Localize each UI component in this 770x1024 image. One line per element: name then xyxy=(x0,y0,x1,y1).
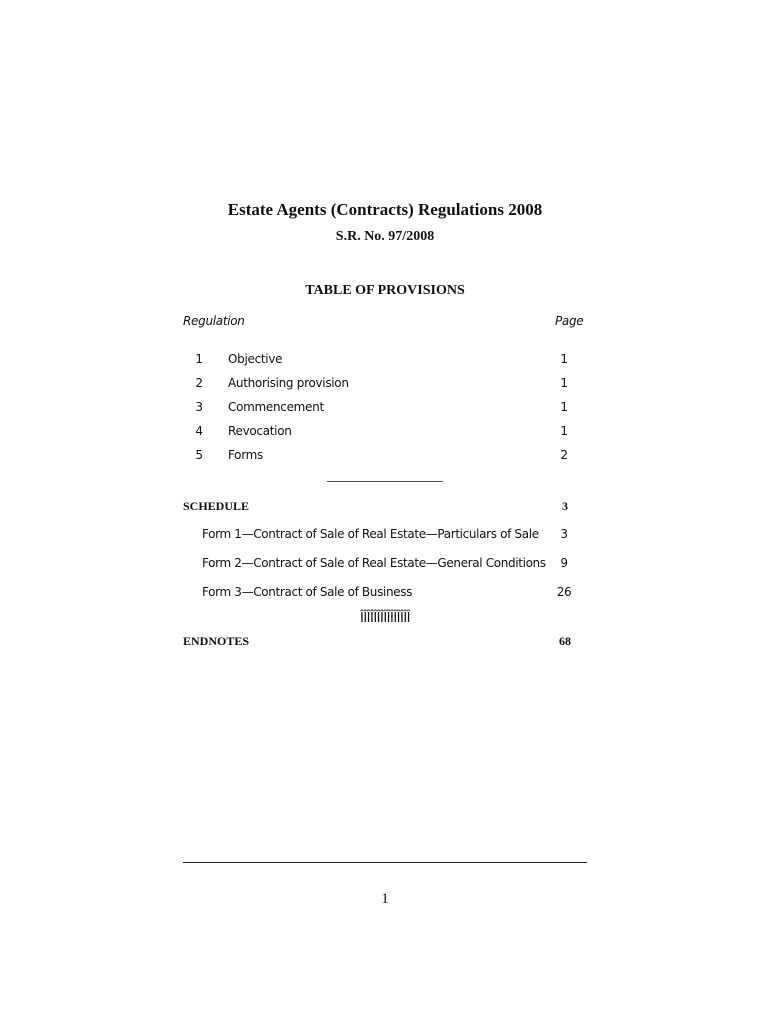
footer-rule xyxy=(183,862,587,863)
schedule-label: SCHEDULE xyxy=(183,499,250,513)
section-divider xyxy=(327,481,443,482)
toc-row-regulation[interactable] xyxy=(0,400,770,416)
regulation-title: Forms xyxy=(228,448,263,462)
endnotes-page: 68 xyxy=(559,634,571,648)
document-subtitle: S.R. No. 97/2008 xyxy=(335,229,435,244)
ornament-divider: ÎÎÎÎÎÎÎÎÎÎÎÎÎÎÎ xyxy=(359,611,410,626)
toc-row-form[interactable] xyxy=(0,527,770,543)
toc-row-form[interactable] xyxy=(0,585,770,601)
form-title: Form 2—Contract of Sale of Real Estate—General Conditions xyxy=(202,556,546,570)
regulation-title: Objective xyxy=(228,352,283,366)
form-page: 3 xyxy=(560,527,568,541)
form-title: Form 1—Contract of Sale of Real Estate—Particulars of Sale xyxy=(202,527,539,541)
form-page: 9 xyxy=(560,556,568,570)
toc-row-regulation[interactable] xyxy=(0,424,770,440)
toc-heading: TABLE OF PROVISIONS xyxy=(305,283,465,298)
regulation-page: 1 xyxy=(560,376,568,390)
column-label-page: Page xyxy=(555,314,584,328)
regulation-page: 1 xyxy=(560,352,568,366)
regulation-number: 1 xyxy=(195,352,203,366)
form-page: 26 xyxy=(556,585,572,599)
regulation-title: Commencement xyxy=(228,400,324,414)
column-label-regulation: Regulation xyxy=(183,314,245,328)
regulation-title: Authorising provision xyxy=(228,376,349,390)
toc-row-endnotes[interactable] xyxy=(0,634,770,650)
regulation-number: 5 xyxy=(195,448,203,462)
regulation-page: 2 xyxy=(560,448,568,462)
toc-row-regulation[interactable] xyxy=(0,352,770,368)
toc-row-form[interactable] xyxy=(0,556,770,572)
toc-row-schedule[interactable] xyxy=(0,499,770,515)
toc-row-regulation[interactable] xyxy=(0,448,770,464)
regulation-page: 1 xyxy=(560,400,568,414)
regulation-number: 2 xyxy=(195,376,203,390)
schedule-page: 3 xyxy=(562,499,568,513)
toc-row-regulation[interactable] xyxy=(0,376,770,392)
regulation-page: 1 xyxy=(560,424,568,438)
page-number: 1 xyxy=(381,891,389,907)
endnotes-label: ENDNOTES xyxy=(183,634,250,648)
regulation-number: 3 xyxy=(195,400,203,414)
regulation-number: 4 xyxy=(195,424,203,438)
form-title: Form 3—Contract of Sale of Business xyxy=(202,585,413,599)
document-title: Estate Agents (Contracts) Regulations 2008 xyxy=(227,200,543,219)
regulation-title: Revocation xyxy=(228,424,292,438)
